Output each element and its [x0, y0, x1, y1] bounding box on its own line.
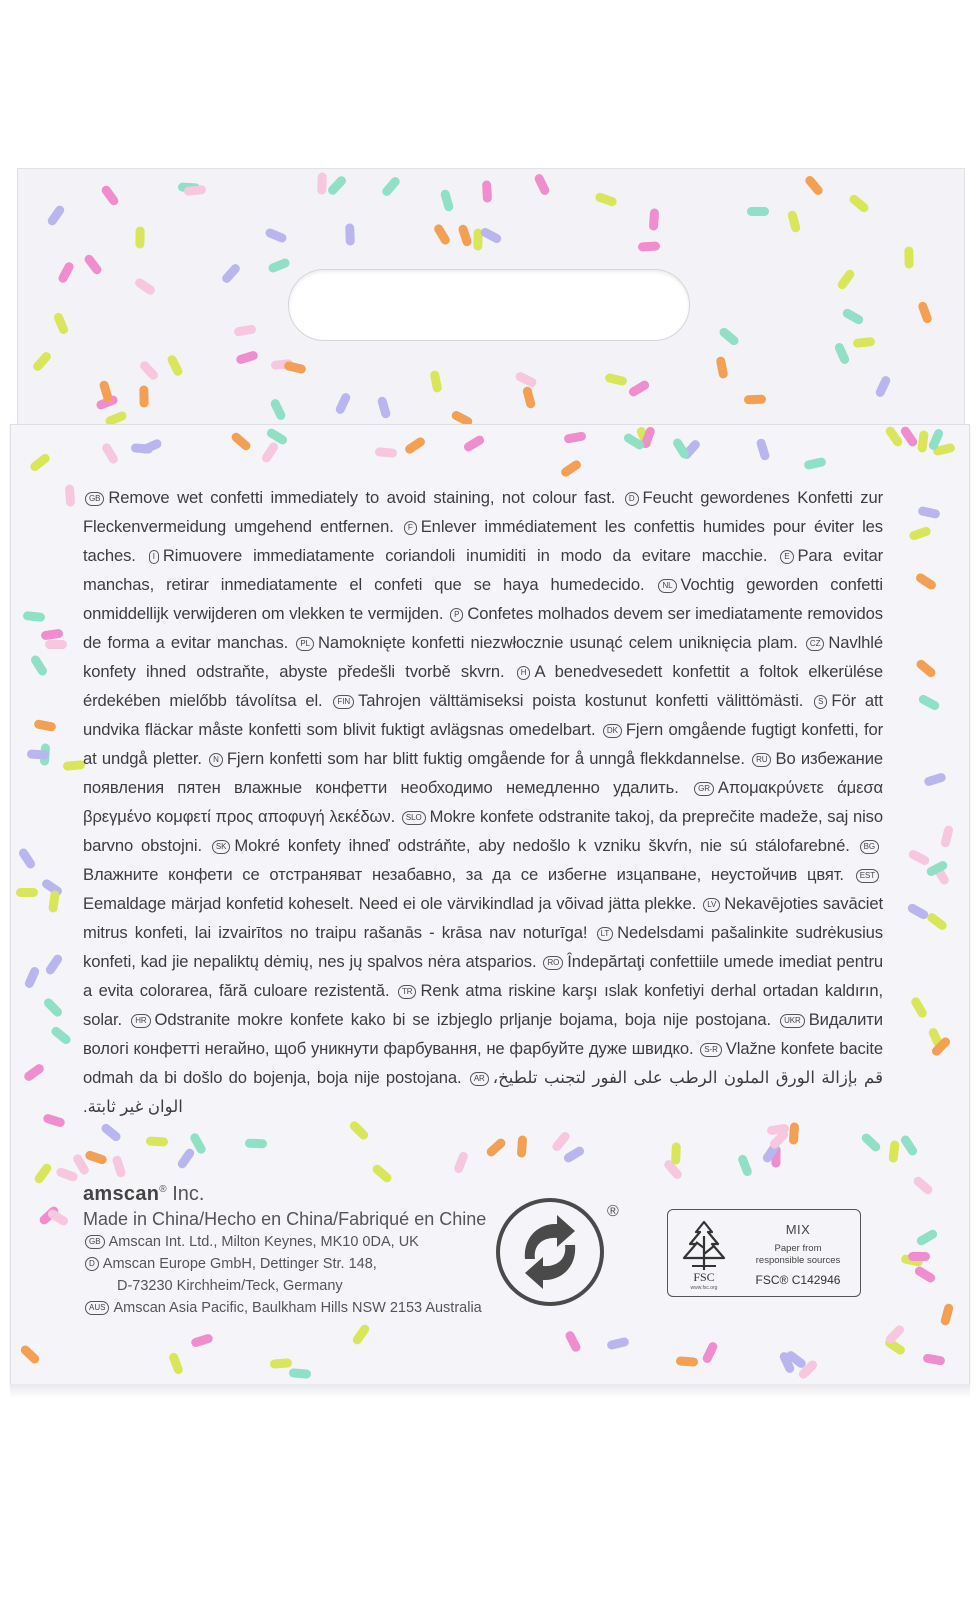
- confetti-sprinkle: [100, 184, 120, 207]
- confetti-sprinkle: [111, 1155, 126, 1179]
- warning-text-lt: Nedelsdami pašalinkite sudrėkusius konfeti, kad jie nepaliktų dėmių, nes jų spalvos nėra atsparios.: [83, 923, 883, 971]
- confetti-sprinkle: [649, 208, 660, 231]
- confetti-sprinkle: [270, 1358, 293, 1369]
- address-country-badge: GB: [85, 1235, 105, 1249]
- warning-text-ro: Îndepărtaţi confettiile umede imediat pentru a evita colorarea, fără culoare rezistentă.: [83, 952, 883, 1000]
- warning-text-ukr: Видалити вологі конфетті негайно, щоб уникнути фарбування, не фарбуйте дуже швидко.: [83, 1010, 883, 1058]
- confetti-sprinkle: [516, 1135, 527, 1158]
- language-code-badge: D: [625, 492, 639, 506]
- language-code-badge: LV: [703, 898, 720, 912]
- confetti-sprinkle: [326, 174, 348, 196]
- language-code-badge: GR: [694, 782, 714, 796]
- warning-text-s-r: Vlažne konfete bacite odmah da bi došlo do bojenja, boja nije postojana.: [83, 1039, 883, 1087]
- confetti-sprinkle: [439, 188, 454, 212]
- confetti-sprinkle: [559, 458, 582, 478]
- confetti-sprinkle: [888, 1140, 899, 1163]
- confetti-sprinkle: [940, 824, 954, 848]
- confetti-sprinkle: [265, 426, 288, 445]
- confetti-sprinkle: [40, 628, 63, 640]
- address-line: [83, 1275, 523, 1297]
- confetti-sprinkle: [49, 1025, 72, 1046]
- confetti-sprinkle: [918, 694, 942, 712]
- confetti-sprinkle: [908, 848, 932, 866]
- confetti-sprinkle: [17, 846, 37, 869]
- confetti-sprinkle: [899, 1134, 919, 1157]
- confetti-sprinkle: [23, 965, 40, 989]
- warning-text-slo: Mokre konfete odstranite takoj, da preprečite madeže, saj niso barvno obstojni.: [83, 807, 883, 855]
- language-code-badge: P: [450, 608, 463, 622]
- address-country-badge: D: [85, 1257, 99, 1271]
- confetti-sprinkle: [607, 1337, 630, 1351]
- confetti-sprinkle: [564, 1329, 582, 1353]
- confetti-sprinkle: [348, 1119, 370, 1141]
- confetti-sprinkle: [22, 1062, 45, 1082]
- confetti-sprinkle: [31, 350, 52, 372]
- confetti-sprinkle: [912, 1175, 935, 1196]
- confetti-sprinkle: [429, 370, 442, 393]
- warning-text-bg: Влажните конфети се отстраняват незабавно, за да се избегне изцапване, неустойчив цвят.: [83, 865, 844, 884]
- confetti-sprinkle: [133, 276, 156, 296]
- confetti-sprinkle: [860, 1132, 882, 1154]
- confetti-sprinkle: [32, 1162, 52, 1185]
- confetti-sprinkle: [917, 301, 933, 325]
- language-code-badge: CZ: [806, 637, 824, 651]
- language-code-badge: UKR: [780, 1014, 805, 1028]
- confetti-sprinkle: [914, 572, 937, 592]
- confetti-sprinkle: [564, 431, 587, 444]
- confetti-sprinkle: [235, 350, 259, 365]
- confetti-sprinkle: [874, 375, 891, 399]
- warning-text-hr: Odstranite mokre konfete kako bi se izbjeglo prljanje bojama, boja nije postojana.: [154, 1010, 771, 1029]
- manufacturer-block: [83, 1177, 523, 1319]
- confetti-sprinkle: [22, 611, 45, 622]
- confetti-sprinkle: [433, 223, 452, 246]
- confetti-sprinkle: [345, 223, 355, 245]
- fsc-paper-line-2: responsible sources: [755, 1255, 841, 1266]
- fsc-paper-text: [738, 1243, 858, 1267]
- language-code-badge: F: [404, 521, 417, 535]
- warning-text-gr: Απομακρύνετε άμεσα βρεγμένο κομφετί προς αποφυγή λεκέδων.: [83, 778, 884, 826]
- confetti-sprinkle: [260, 441, 280, 464]
- confetti-sprinkle: [16, 888, 38, 897]
- fsc-paper-line-1: Paper from: [774, 1243, 822, 1254]
- language-code-badge: RU: [752, 753, 771, 767]
- warning-text-dk: Fjern omgående fugtigt konfetti, for at undgå pletter.: [83, 720, 884, 768]
- language-code-badge: I: [149, 550, 159, 564]
- confetti-sprinkle: [166, 354, 184, 378]
- warning-text-pl: Namoknięte konfetti niezwłocznie usunąć celem uniknięcia plam.: [317, 633, 798, 652]
- confetti-sprinkle: [841, 307, 865, 326]
- language-code-badge: S: [814, 695, 827, 709]
- confetti-sprinkle: [904, 246, 913, 268]
- confetti-sprinkle: [914, 1265, 937, 1284]
- confetti-sprinkle: [19, 1343, 41, 1365]
- confetti-sprinkle: [925, 911, 948, 931]
- warning-text-lv: Nekavējoties savāciet mitrus konfeti, lai izvairītos no traipu rašanās - krāsa nav noturīga!: [83, 894, 884, 942]
- fsc-logo-word: FSC: [693, 1270, 715, 1284]
- multilingual-warning: [83, 483, 883, 1121]
- language-code-badge: N: [209, 753, 223, 767]
- confetti-sprinkle: [168, 1351, 184, 1375]
- fsc-tree-icon: [678, 1218, 730, 1274]
- language-code-badge: E: [780, 550, 793, 564]
- confetti-sprinkle: [184, 185, 207, 196]
- confetti-sprinkle: [335, 392, 352, 416]
- confetti-sprinkle: [638, 241, 660, 251]
- confetti-sprinkle: [220, 263, 241, 285]
- confetti-sprinkle: [33, 719, 56, 732]
- confetti-sprinkle: [594, 192, 618, 208]
- address-list: [83, 1231, 523, 1319]
- confetti-sprinkle: [671, 1142, 681, 1164]
- language-code-badge: NL: [658, 579, 676, 593]
- confetti-sprinkle: [915, 1228, 939, 1247]
- language-code-badge: TR: [398, 985, 416, 999]
- warning-text-fin: Tahrojen välttämiseksi poista kostunut konfetti välittömästi.: [358, 691, 804, 710]
- confetti-sprinkle: [481, 180, 491, 202]
- language-code-badge: FIN: [333, 695, 354, 709]
- confetti-sprinkle: [910, 995, 929, 1019]
- address-country-badge: AUS: [85, 1301, 109, 1315]
- confetti-sprinkle: [176, 1147, 196, 1170]
- confetti-sprinkle: [404, 435, 427, 455]
- warning-text-cz: Navlhlé konfety ihned odstraňte, abyste předešli tvorbě skvrn.: [83, 633, 883, 681]
- confetti-sprinkle: [138, 359, 160, 381]
- confetti-sprinkle: [906, 903, 930, 922]
- language-code-badge: HR: [131, 1014, 150, 1028]
- warning-text-f: Enlever immédiatement les confettis humides pour éviter les taches.: [83, 517, 883, 565]
- confetti-sprinkle: [381, 175, 402, 198]
- confetti-sprinkle: [787, 210, 801, 234]
- confetti-sprinkle: [914, 658, 937, 679]
- confetti-sprinkle: [847, 193, 870, 214]
- made-in-text: Made in China/Hecho en China/Fabriqué en Chine: [83, 1209, 487, 1229]
- warning-text-ar: قم بإزالة الورق الملون الرطب على الفور لتجنب تلطيخ، الوان غير ثابتة.: [83, 1068, 883, 1116]
- confetti-sprinkle: [463, 434, 486, 453]
- confetti-sprinkle: [908, 1252, 930, 1261]
- confetti-sprinkle: [718, 326, 741, 347]
- confetti-sprinkle: [233, 324, 256, 337]
- language-code-badge: AR: [470, 1072, 489, 1086]
- confetti-sprinkle: [230, 431, 253, 452]
- address-text: Amscan Int. Ltd., Milton Keynes, MK10 0DA, UK: [108, 1234, 419, 1250]
- warning-text-sk: Mokré konfety ihneď odstráňte, aby nedošlo k vzniku škvŕn, nie sú stálofarebné.: [234, 836, 850, 855]
- confetti-sprinkle: [803, 174, 824, 197]
- confetti-sprinkle: [374, 447, 397, 458]
- confetti-sprinkle: [42, 996, 64, 1018]
- confetti-sprinkle: [835, 268, 855, 291]
- confetti-sprinkle: [924, 772, 948, 787]
- box-bottom-edge: [10, 1384, 970, 1398]
- green-dot-recycle-icon: [495, 1197, 605, 1307]
- warning-text-est: Eemaldage märjad konfetid koheselt. Need ei ole värvikindlad ja võivad jätta plekke.: [83, 894, 697, 913]
- warning-text-d: Feucht gewordenes Konfetti zur Fleckenvermeidung umgehend entfernen.: [83, 488, 883, 536]
- brand-suffix: Inc.: [172, 1183, 205, 1205]
- warning-text-nl: Vochtig geworden confetti onmiddellijk verwijderen om vlekken te vermijden.: [83, 575, 883, 623]
- fsc-license-code: FSC® C142946: [755, 1273, 841, 1287]
- confetti-sprinkle: [627, 379, 650, 398]
- confetti-sprinkle: [521, 386, 535, 410]
- confetti-sprinkle: [675, 1356, 698, 1367]
- confetti-sprinkle: [57, 261, 75, 285]
- warning-text-gb: Remove wet confetti immediately to avoid staining, not colour fast.: [108, 488, 616, 507]
- registered-mark: ®: [607, 1203, 619, 1220]
- confetti-sprinkle: [100, 1122, 123, 1143]
- address-line: [83, 1253, 523, 1275]
- confetti-sprinkle: [55, 1167, 79, 1183]
- confetti-sprinkle: [744, 395, 766, 405]
- hang-hole: [288, 269, 690, 341]
- confetti-sprinkle: [551, 1130, 572, 1153]
- address-text: D-73230 Kirchheim/Teck, Germany: [117, 1278, 343, 1294]
- confetti-sprinkle: [562, 1145, 585, 1164]
- confetti-sprinkle: [457, 224, 472, 248]
- fsc-mix: MIX: [785, 1222, 811, 1237]
- box-hang-tab: [17, 168, 965, 431]
- warning-text-n: Fjern konfetti som har blitt fuktig omgående for å unngå flekkdannelse.: [226, 749, 745, 768]
- confetti-sprinkle: [918, 506, 941, 519]
- confetti-sprinkle: [30, 653, 49, 676]
- confetti-sprinkle: [908, 525, 932, 541]
- confetti-sprinkle: [318, 173, 328, 195]
- confetti-sprinkle: [101, 442, 120, 465]
- confetti-sprinkle: [289, 1368, 312, 1379]
- confetti-sprinkle: [135, 226, 144, 248]
- language-code-badge: SK: [212, 840, 230, 854]
- confetti-sprinkle: [747, 207, 769, 216]
- address-line: [83, 1297, 523, 1319]
- confetti-sprinkle: [834, 341, 851, 365]
- confetti-sprinkle: [264, 227, 288, 244]
- confetti-sprinkle: [46, 204, 66, 227]
- confetti-sprinkle: [53, 312, 70, 336]
- confetti-sprinkle: [701, 1341, 719, 1365]
- warning-text-tr: Renk atma riskine karşı ıslak konfetiyi derhal ortadan kaldırın, solar.: [83, 981, 883, 1029]
- fsc-label: [667, 1209, 861, 1297]
- confetti-sprinkle: [453, 1151, 469, 1175]
- warning-text-h: A benedvesedett konfettit a foltok elkerülése érdekében mielőbb távolítsa el.: [83, 662, 883, 710]
- language-code-badge: SLO: [402, 811, 426, 825]
- confetti-sprinkle: [736, 1153, 752, 1177]
- address-text: Amscan Europe GmbH, Dettinger Str. 148,: [102, 1256, 377, 1272]
- fsc-site: www.fsc.org: [690, 1285, 718, 1291]
- address-text: Amscan Asia Pacific, Baulkham Hills NSW 2153 Australia: [113, 1300, 482, 1316]
- language-code-badge: BG: [860, 840, 879, 854]
- confetti-sprinkle: [756, 438, 771, 462]
- confetti-sprinkle: [145, 1136, 167, 1146]
- language-code-badge: RO: [543, 956, 563, 970]
- confetti-sprinkle: [715, 356, 728, 379]
- confetti-sprinkle: [44, 953, 64, 976]
- confetti-sprinkle: [48, 890, 60, 913]
- confetti-sprinkle: [139, 385, 148, 407]
- confetti-sprinkle: [82, 253, 102, 276]
- confetti-sprinkle: [853, 337, 876, 348]
- confetti-sprinkle: [788, 1122, 799, 1145]
- brand-registered-mark: ®: [159, 1184, 167, 1195]
- confetti-sprinkle: [922, 1353, 945, 1366]
- confetti-sprinkle: [533, 172, 551, 196]
- confetti-sprinkle: [64, 485, 75, 508]
- confetti-sprinkle: [268, 257, 292, 274]
- language-code-badge: S-R: [700, 1043, 721, 1057]
- warning-text-ru: Во избежание появления пятен влажные конфетти необходимо немедленно удалить.: [83, 749, 883, 797]
- brand-line: [83, 1177, 523, 1207]
- language-code-badge: GB: [85, 492, 104, 506]
- language-code-badge: H: [517, 666, 531, 680]
- confetti-sprinkle: [804, 457, 827, 470]
- confetti-sprinkle: [604, 372, 627, 386]
- confetti-sprinkle: [283, 361, 306, 375]
- language-code-badge: DK: [603, 724, 622, 738]
- confetti-sprinkle: [917, 430, 929, 453]
- confetti-sprinkle: [351, 1323, 371, 1346]
- language-code-badge: PL: [296, 637, 314, 651]
- confetti-sprinkle: [84, 1150, 108, 1166]
- brand-name: amscan: [83, 1183, 160, 1205]
- confetti-sprinkle: [42, 1113, 66, 1128]
- language-code-badge: EST: [856, 869, 879, 883]
- confetti-sprinkle: [269, 398, 287, 422]
- confetti-sprinkle: [27, 749, 49, 759]
- confetti-sprinkle: [190, 1333, 214, 1348]
- confetti-sprinkle: [485, 1137, 507, 1158]
- confetti-sprinkle: [245, 1139, 267, 1149]
- warning-text-p: Confetes molhados devem ser imediatamente removidos de forma a evitar manchas.: [83, 604, 883, 652]
- warning-text-s: För att undvika fläckar måste konfetti som blivit fuktigt avlägsnas omedelbart.: [83, 691, 883, 739]
- language-code-badge: LT: [597, 927, 614, 941]
- box-back-panel: [10, 424, 970, 1386]
- address-line: [83, 1231, 523, 1253]
- warning-text-e: Para evitar manchas, retirar inmediatamente el confeti que se haya humedecido.: [83, 546, 884, 594]
- confetti-sprinkle: [377, 396, 392, 420]
- confetti-sprinkle: [45, 640, 67, 649]
- confetti-sprinkle: [940, 1302, 954, 1326]
- warning-text-i: Rimuovere immediatamente coriandoli inumiditi in modo da evitare macchie.: [162, 546, 768, 565]
- confetti-sprinkle: [28, 452, 51, 473]
